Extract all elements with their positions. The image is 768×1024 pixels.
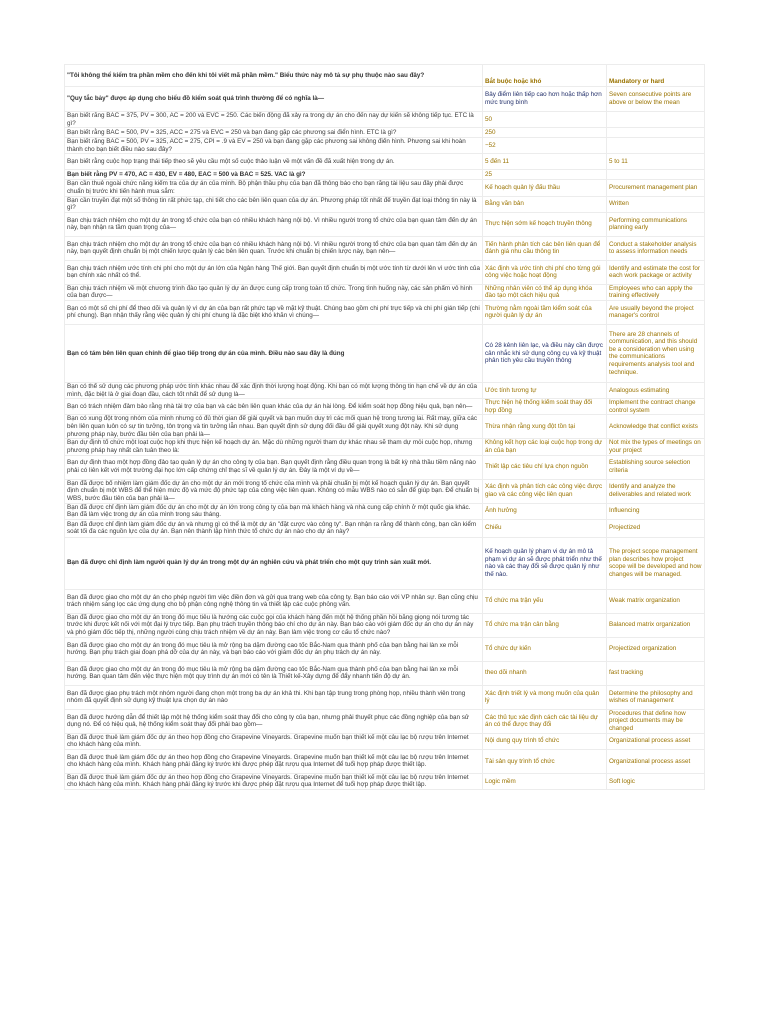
vietnamese-answer-cell: Không kết hợp các loại cuộc họp trong dự án của bạn [483, 439, 607, 455]
table-row [65, 439, 705, 455]
english-answer-cell [607, 112, 705, 128]
english-answer-cell: Conduct a stakeholder analysis to assess information needs [607, 236, 705, 260]
table-row [65, 661, 705, 685]
question-cell: Bạn đã được giao cho một dự án cho phép người tìm việc điền đơn và gửi qua trang web của công ty. Bạn báo cáo với VP nhân sự. Bạn cũng chịu trách nhiệm sàng lọc các ứng dụng cho bộ phận công nghệ thông tin và thiết lập các cuộc phỏng vấn. [65, 589, 483, 613]
table-row [65, 685, 705, 709]
question-cell: Bạn có một số chi phí để theo dõi và quản lý vì dự án của bạn rất phức tạp về mặt kỹ thuật. Chúng bao gồm chi phí trực tiếp và chi phí gián tiếp (chi phí chung). Bạn nhận thấy rằng việc quản lý chi phí chung là đặc biệt khó khăn vì chúng— [65, 300, 483, 324]
table-row [65, 170, 705, 180]
english-answer-cell: Establishing source selection criteria [607, 455, 705, 479]
table-row [65, 519, 705, 537]
english-answer-cell: Projectized [607, 519, 705, 537]
english-answer-cell: Seven consecutive points are above or below the mean [607, 87, 705, 112]
table-row [65, 749, 705, 773]
question-cell: Bạn đã được giao phụ trách một nhóm người đang chọn một trong ba dự án khả thi. Khi bạn tập trung trong phòng họp, nhiều thành viên trong nhóm đã quyết định sử dụng kỹ thuật lựa chọn dự án nào [65, 685, 483, 709]
vietnamese-answer-cell: Ảnh hưởng [483, 503, 607, 519]
vietnamese-answer-cell: Nội dung quy trình tổ chức [483, 733, 607, 749]
question-cell: Bạn đã được bổ nhiệm làm giám đốc dự án cho một dự án mới trong tổ chức của mình và phải chuẩn bị một kế hoạch quản lý dự án. Bạn quyết định chuẩn bị một WBS để thể hiện mức độ và mức độ phức tạp của công việc liên quan. Không có mẫu WBS nào có sẵn để giúp bạn. Để chuẩn bị WBS, bước đầu tiên của bạn phải là— [65, 479, 483, 503]
english-answer-cell: Employees who can apply the training effectively [607, 284, 705, 300]
question-cell: Bạn đã được giao cho một dự án trong đó mục tiêu là mở rộng ba dặm đường cao tốc Bắc-Nam qua thành phố của bạn bằng hai làn xe mỗi hướng. Ban quan tâm đến việc thực hiện một quy trình dự án mới có tên là Thiết kế-Xây dựng để đẩy nhanh tiến độ dự án. [65, 661, 483, 685]
table-row [65, 112, 705, 128]
english-answer-cell: Influencing [607, 503, 705, 519]
table-row [65, 236, 705, 260]
vietnamese-answer-cell: Tổ chức ma trận yếu [483, 589, 607, 613]
table-row [65, 503, 705, 519]
vietnamese-answer-cell: Thường nằm ngoài tầm kiểm soát của người quản lý dự án [483, 300, 607, 324]
vietnamese-answer-cell: Tài sản quy trình tổ chức [483, 749, 607, 773]
vietnamese-answer-cell: Kế hoạch quản lý đấu thầu [483, 180, 607, 196]
table-row [65, 613, 705, 637]
vietnamese-answer-cell: 25 [483, 170, 607, 180]
table-row [65, 128, 705, 138]
table-row [65, 773, 705, 789]
english-answer-cell: Performing communications planning early [607, 212, 705, 236]
vietnamese-answer-cell: Chiếu [483, 519, 607, 537]
english-answer-cell: 5 to 11 [607, 154, 705, 170]
header-row [65, 65, 705, 87]
english-answer-cell: Procurement management plan [607, 180, 705, 196]
english-answer-cell: Organizational process asset [607, 749, 705, 773]
question-cell: Bạn biết rằng BAC = 500, PV = 325, ACC = 275, CPI = .9 và EV = 250 và bạn đang gặp các phương sai không điển hình. Phương sai khi hoàn thành cho bạn biết điều nào sau đây? [65, 138, 483, 154]
table-row [65, 537, 705, 589]
vietnamese-answer-cell: Xác định và ước tính chi phí cho từng gói công việc hoặc hoạt động [483, 260, 607, 284]
table-row [65, 87, 705, 112]
table-row [65, 382, 705, 398]
table-row [65, 300, 705, 324]
question-cell: Bạn dự định tổ chức một loạt cuộc họp khi thực hiện kế hoạch dự án. Mặc dù những người tham dự khác nhau sẽ tham dự mỗi cuộc họp, nhưng phương pháp hay nhất cần tuân theo là: [65, 439, 483, 455]
question-cell: Bạn cần truyền đạt một số thông tin rất phức tạp, chi tiết cho các bên liên quan của dự án. Phương pháp tốt nhất để truyền đạt loại thông tin này là gì? [65, 196, 483, 212]
table-row [65, 138, 705, 154]
question-cell: Bạn đã được thuê làm giám đốc dự án theo hợp đồng cho Grapevine Vineyards. Grapevine muốn bạn thiết kế một câu lạc bộ rượu trên Internet cho khách hàng của mình. Khách hàng phải đăng ký trước khi được phép đặt rượu qua Internet để tuổi hợp pháp được thiết lập. [65, 749, 483, 773]
flashcard-table-sheet [64, 64, 704, 790]
english-answer-cell: Identify and estimate the cost for each work package or activity [607, 260, 705, 284]
table-row [65, 709, 705, 733]
english-answer-cell [607, 170, 705, 180]
question-cell: Bạn chịu trách nhiệm cho một dự án trong tổ chức của bạn có nhiều khách hàng nội bộ. Vì nhiều người trong tổ chức của bạn quan tâm đến dự án này, bạn quyết định chuẩn bị một chiến lược quản lý các bên liên quan. Trước khi chuẩn bị chiến lược này, bạn nên— [65, 236, 483, 260]
question-cell: Bạn có xung đột trong nhóm của mình nhưng có đủ thời gian để giải quyết và bạn muốn duy trì các mối quan hệ trong tương lai. Rất may, giữa các bên liên quan luôn có sự tin tưởng, tôn trọng và tin tưởng lẫn nhau. Bạn quyết định sử dụng đối đầu để giải quyết xung đột này. Khi sử dụng phương pháp này, bước đầu tiên của bạn phải là— [65, 415, 483, 439]
english-answer-cell: Analogous estimating [607, 382, 705, 398]
vietnamese-answer-cell: 50 [483, 112, 607, 128]
header-question: "Tôi không thể kiểm tra phần mềm cho đến khi tôi viết mã phần mềm." Biểu thức này mô tả sự phụ thuộc nào sau đây? [65, 65, 483, 87]
vietnamese-answer-cell: 250 [483, 128, 607, 138]
table-row [65, 324, 705, 382]
question-cell: Bạn có trách nhiệm đảm bảo rằng nhà tài trợ của bạn và các bên liên quan khác của dự án hài lòng. Để kiểm soát hợp đồng hiệu quả, bạn nên— [65, 399, 483, 415]
vietnamese-answer-cell: −52 [483, 138, 607, 154]
flashcard-table [64, 64, 705, 790]
table-row [65, 733, 705, 749]
english-answer-cell: fast tracking [607, 661, 705, 685]
vietnamese-answer-cell: Tổ chức ma trận cân bằng [483, 613, 607, 637]
vietnamese-answer-cell: Xác định triết lý và mong muốn của quản lý [483, 685, 607, 709]
vietnamese-answer-cell: 5 đến 11 [483, 154, 607, 170]
question-cell: Bạn đã được thuê làm giám đốc dự án theo hợp đồng cho Grapevine Vineyards. Grapevine muốn bạn thiết kế một câu lạc bộ rượu trên Internet cho khách hàng của mình. [65, 733, 483, 749]
table-row [65, 455, 705, 479]
vietnamese-answer-cell: Thực hiện sớm kế hoạch truyền thông [483, 212, 607, 236]
header-col-vietnamese: Bắt buộc hoặc khó [483, 65, 607, 87]
vietnamese-answer-cell: Thực hiện hệ thống kiểm soát thay đổi hợp đồng [483, 399, 607, 415]
question-cell: Bạn cần thuê ngoài chức năng kiểm tra của dự án của mình. Bộ phận thầu phụ của bạn đã thông báo cho bạn rằng tài liệu sau đây phải được chuẩn bị trước khi tiến hành mua sắm: [65, 180, 483, 196]
vietnamese-answer-cell: Bảy điểm liên tiếp cao hơn hoặc thấp hơn mức trung bình [483, 87, 607, 112]
question-cell: "Quy tắc bảy" được áp dụng cho biểu đồ kiểm soát quá trình thường để có nghĩa là— [65, 87, 483, 112]
table-row [65, 180, 705, 196]
question-cell: Bạn chịu trách nhiệm ước tính chi phí cho một dự án lớn của Ngân hàng Thế giới. Bạn quyết định chuẩn bị một ước tính từ dưới lên vì ước tính của bạn chính xác nhất có thể. [65, 260, 483, 284]
english-answer-cell [607, 128, 705, 138]
question-cell: Bạn đã được thuê làm giám đốc dự án theo hợp đồng cho Grapevine Vineyards. Grapevine muốn bạn thiết kế một câu lạc bộ rượu trên Internet cho khách hàng của mình. Khách hàng phải đăng ký trước khi được phép đặt rượu qua Internet để tuổi hợp pháp được thiết lập. [65, 773, 483, 789]
english-answer-cell: Balanced matrix organization [607, 613, 705, 637]
vietnamese-answer-cell: Kế hoạch quản lý phạm vi dự án mô tả phạm vi dự án sẽ được phát triển như thế nào và các thay đổi sẽ được quản lý như thế nào. [483, 537, 607, 589]
vietnamese-answer-cell: Có 28 kênh liên lạc, và điều này cần được cân nhắc khi sử dụng công cụ và kỹ thuật phân tích yêu cầu truyền thông [483, 324, 607, 382]
table-row [65, 260, 705, 284]
table-row [65, 479, 705, 503]
vietnamese-answer-cell: Các thủ tục xác định cách các tài liệu dự án có thể được thay đổi [483, 709, 607, 733]
english-answer-cell: Organizational process asset [607, 733, 705, 749]
question-cell: Bạn dự định thao một hợp đồng đảo tạo quản lý dự án cho công ty của bạn. Bạn quyết định rằng điều quan trọng là bất kỳ nhà thầu tiềm năng nào phải có liên kết với một trường đại học lớn cấp chứng chỉ thạc sĩ về quản lý dự án. Đây là một ví dụ về— [65, 455, 483, 479]
vietnamese-answer-cell: Xác định và phân tích các công việc được giao và các công việc liên quan [483, 479, 607, 503]
vietnamese-answer-cell: Tiến hành phân tích các bên liên quan để đánh giá nhu cầu thông tin [483, 236, 607, 260]
english-answer-cell: Procedures that define how project documents may be changed [607, 709, 705, 733]
question-cell: Bạn chịu trách nhiệm cho một dự án trong tổ chức của bạn có nhiều khách hàng nội bộ. Vì nhiều người trong tổ chức của bạn quan tâm đến dự án này, bạn nhận ra tầm quan trọng của— [65, 212, 483, 236]
vietnamese-answer-cell: Thiết lập các tiêu chí lựa chọn nguồn [483, 455, 607, 479]
vietnamese-answer-cell: Bằng văn bản [483, 196, 607, 212]
english-answer-cell: Not mix the types of meetings on your project [607, 439, 705, 455]
header-col-english: Mandatory or hard [607, 65, 705, 87]
question-cell: Bạn biết rằng PV = 470, AC = 430, EV = 480, EAC = 500 và BAC = 525. VAC là gì? [65, 170, 483, 180]
table-row [65, 589, 705, 613]
question-cell: Bạn biết rằng BAC = 500, PV = 325, ACC = 275 và EVC = 250 và bạn đang gặp các phương sai điển hình. ETC là gì? [65, 128, 483, 138]
english-answer-cell: There are 28 channels of communication, and this should be a consideration when using the communications requirements analysis tool and technique. [607, 324, 705, 382]
english-answer-cell [607, 138, 705, 154]
question-cell: Bạn có tám bên liên quan chính để giao tiếp trong dự án của mình. Điều nào sau đây là đúng [65, 324, 483, 382]
english-answer-cell: Identify and analyze the deliverables and related work [607, 479, 705, 503]
question-cell: Bạn đã được chỉ định làm giám đốc dự án cho một dự án lớn trong công ty của bạn mà khách hàng và nhà cung cấp chính ở một quốc gia khác. Bạn đã làm việc trong dự án của mình trong sáu tháng. [65, 503, 483, 519]
vietnamese-answer-cell: Những nhân viên có thể áp dụng khóa đào tạo một cách hiệu quả [483, 284, 607, 300]
english-answer-cell: Implement the contract change control system [607, 399, 705, 415]
table-row [65, 637, 705, 661]
vietnamese-answer-cell: theo dõi nhanh [483, 661, 607, 685]
question-cell: Bạn đã được giao cho một dự án trong đó mục tiêu là hướng các cuộc gọi của khách hàng đến một hệ thống phần hồi bằng giọng nói tương tác trước khi được kết nối với một đại lý trực tiếp. Bạn phụ trách truyền thông báo chí cho dự án này. Bạn báo cáo với giám đốc dự án cho dự án này và phó giám đốc tiếp thị, những người cùng chịu trách nhiệm về dự án này. Bạn làm việc trong cơ cấu tổ chức nào? [65, 613, 483, 637]
question-cell: Bạn có thể sử dụng các phương pháp ước tính khác nhau để xác định thời lượng hoạt động. Khi bạn có một lượng thông tin hạn chế về dự án của mình, đặc biệt là ở giai đoạn đầu, cách tốt nhất để sử dụng là— [65, 382, 483, 398]
english-answer-cell: Acknowledge that conflict exists [607, 415, 705, 439]
english-answer-cell: Weak matrix organization [607, 589, 705, 613]
vietnamese-answer-cell: Logic mềm [483, 773, 607, 789]
english-answer-cell: Are usually beyond the project manager's control [607, 300, 705, 324]
english-answer-cell: Determine the philosophy and wishes of management [607, 685, 705, 709]
vietnamese-answer-cell: Ước tính tương tự [483, 382, 607, 398]
question-cell: Bạn biết rằng BAC = 375, PV = 300, AC = 200 và EVC = 250. Các biến động đã xảy ra trong dự án cho đến nay dự kiến sẽ không tiếp tục. ETC là gì? [65, 112, 483, 128]
table-row [65, 196, 705, 212]
table-row [65, 399, 705, 415]
vietnamese-answer-cell: Thừa nhận rằng xung đột tồn tại [483, 415, 607, 439]
table-row [65, 212, 705, 236]
question-cell: Bạn đã được hướng dẫn để thiết lập một hệ thống kiểm soát thay đổi cho công ty của bạn, nhưng phải thuyết phục các đồng nghiệp của bạn sử dụng nó. Để có hiệu quả, hệ thống kiểm soát thay đổi phải bao gồm— [65, 709, 483, 733]
question-cell: Bạn chịu trách nhiệm về một chương trình đào tạo quản lý dự án được cung cấp trong toàn tổ chức. Trong tình huống này, các sản phẩm vô hình của bạn được— [65, 284, 483, 300]
table-row [65, 154, 705, 170]
question-cell: Bạn biết rằng cuộc họp trạng thái tiếp theo sẽ yêu cầu một số cuộc thảo luận về một vấn đề đã xuất hiện trong dự án. [65, 154, 483, 170]
question-cell: Bạn đã được giao cho một dự án trong đó mục tiêu là mở rộng ba dặm đường cao tốc Bắc-Nam qua thành phố của bạn bằng hai làn xe mỗi hướng. Bạn phụ trách giai đoạn phá dỡ của dự án này, và bạn báo cáo với giám đốc dự án phụ trách dự án này. [65, 637, 483, 661]
english-answer-cell: Soft logic [607, 773, 705, 789]
english-answer-cell: The project scope management plan describes how project scope will be developed and how changes will be managed. [607, 537, 705, 589]
question-cell: Bạn đã được chỉ định làm giám đốc dự án và nhưng gì có thể là một dự án "đặt cược vào công ty". Bạn nhận ra rằng để thành công, bạn cần kiểm soát tối đa các nguồn lực của dự án. Bạn nên thành lập hình thức tổ chức dự án nào cho dự án này? [65, 519, 483, 537]
english-answer-cell: Projectized organization [607, 637, 705, 661]
table-row [65, 284, 705, 300]
english-answer-cell: Written [607, 196, 705, 212]
table-row [65, 415, 705, 439]
question-cell: Bạn đã được chỉ định làm người quản lý dự án trong một dự án nghiên cứu và phát triển cho một quy trình sản xuất mới. [65, 537, 483, 589]
vietnamese-answer-cell: Tổ chức dự kiến [483, 637, 607, 661]
